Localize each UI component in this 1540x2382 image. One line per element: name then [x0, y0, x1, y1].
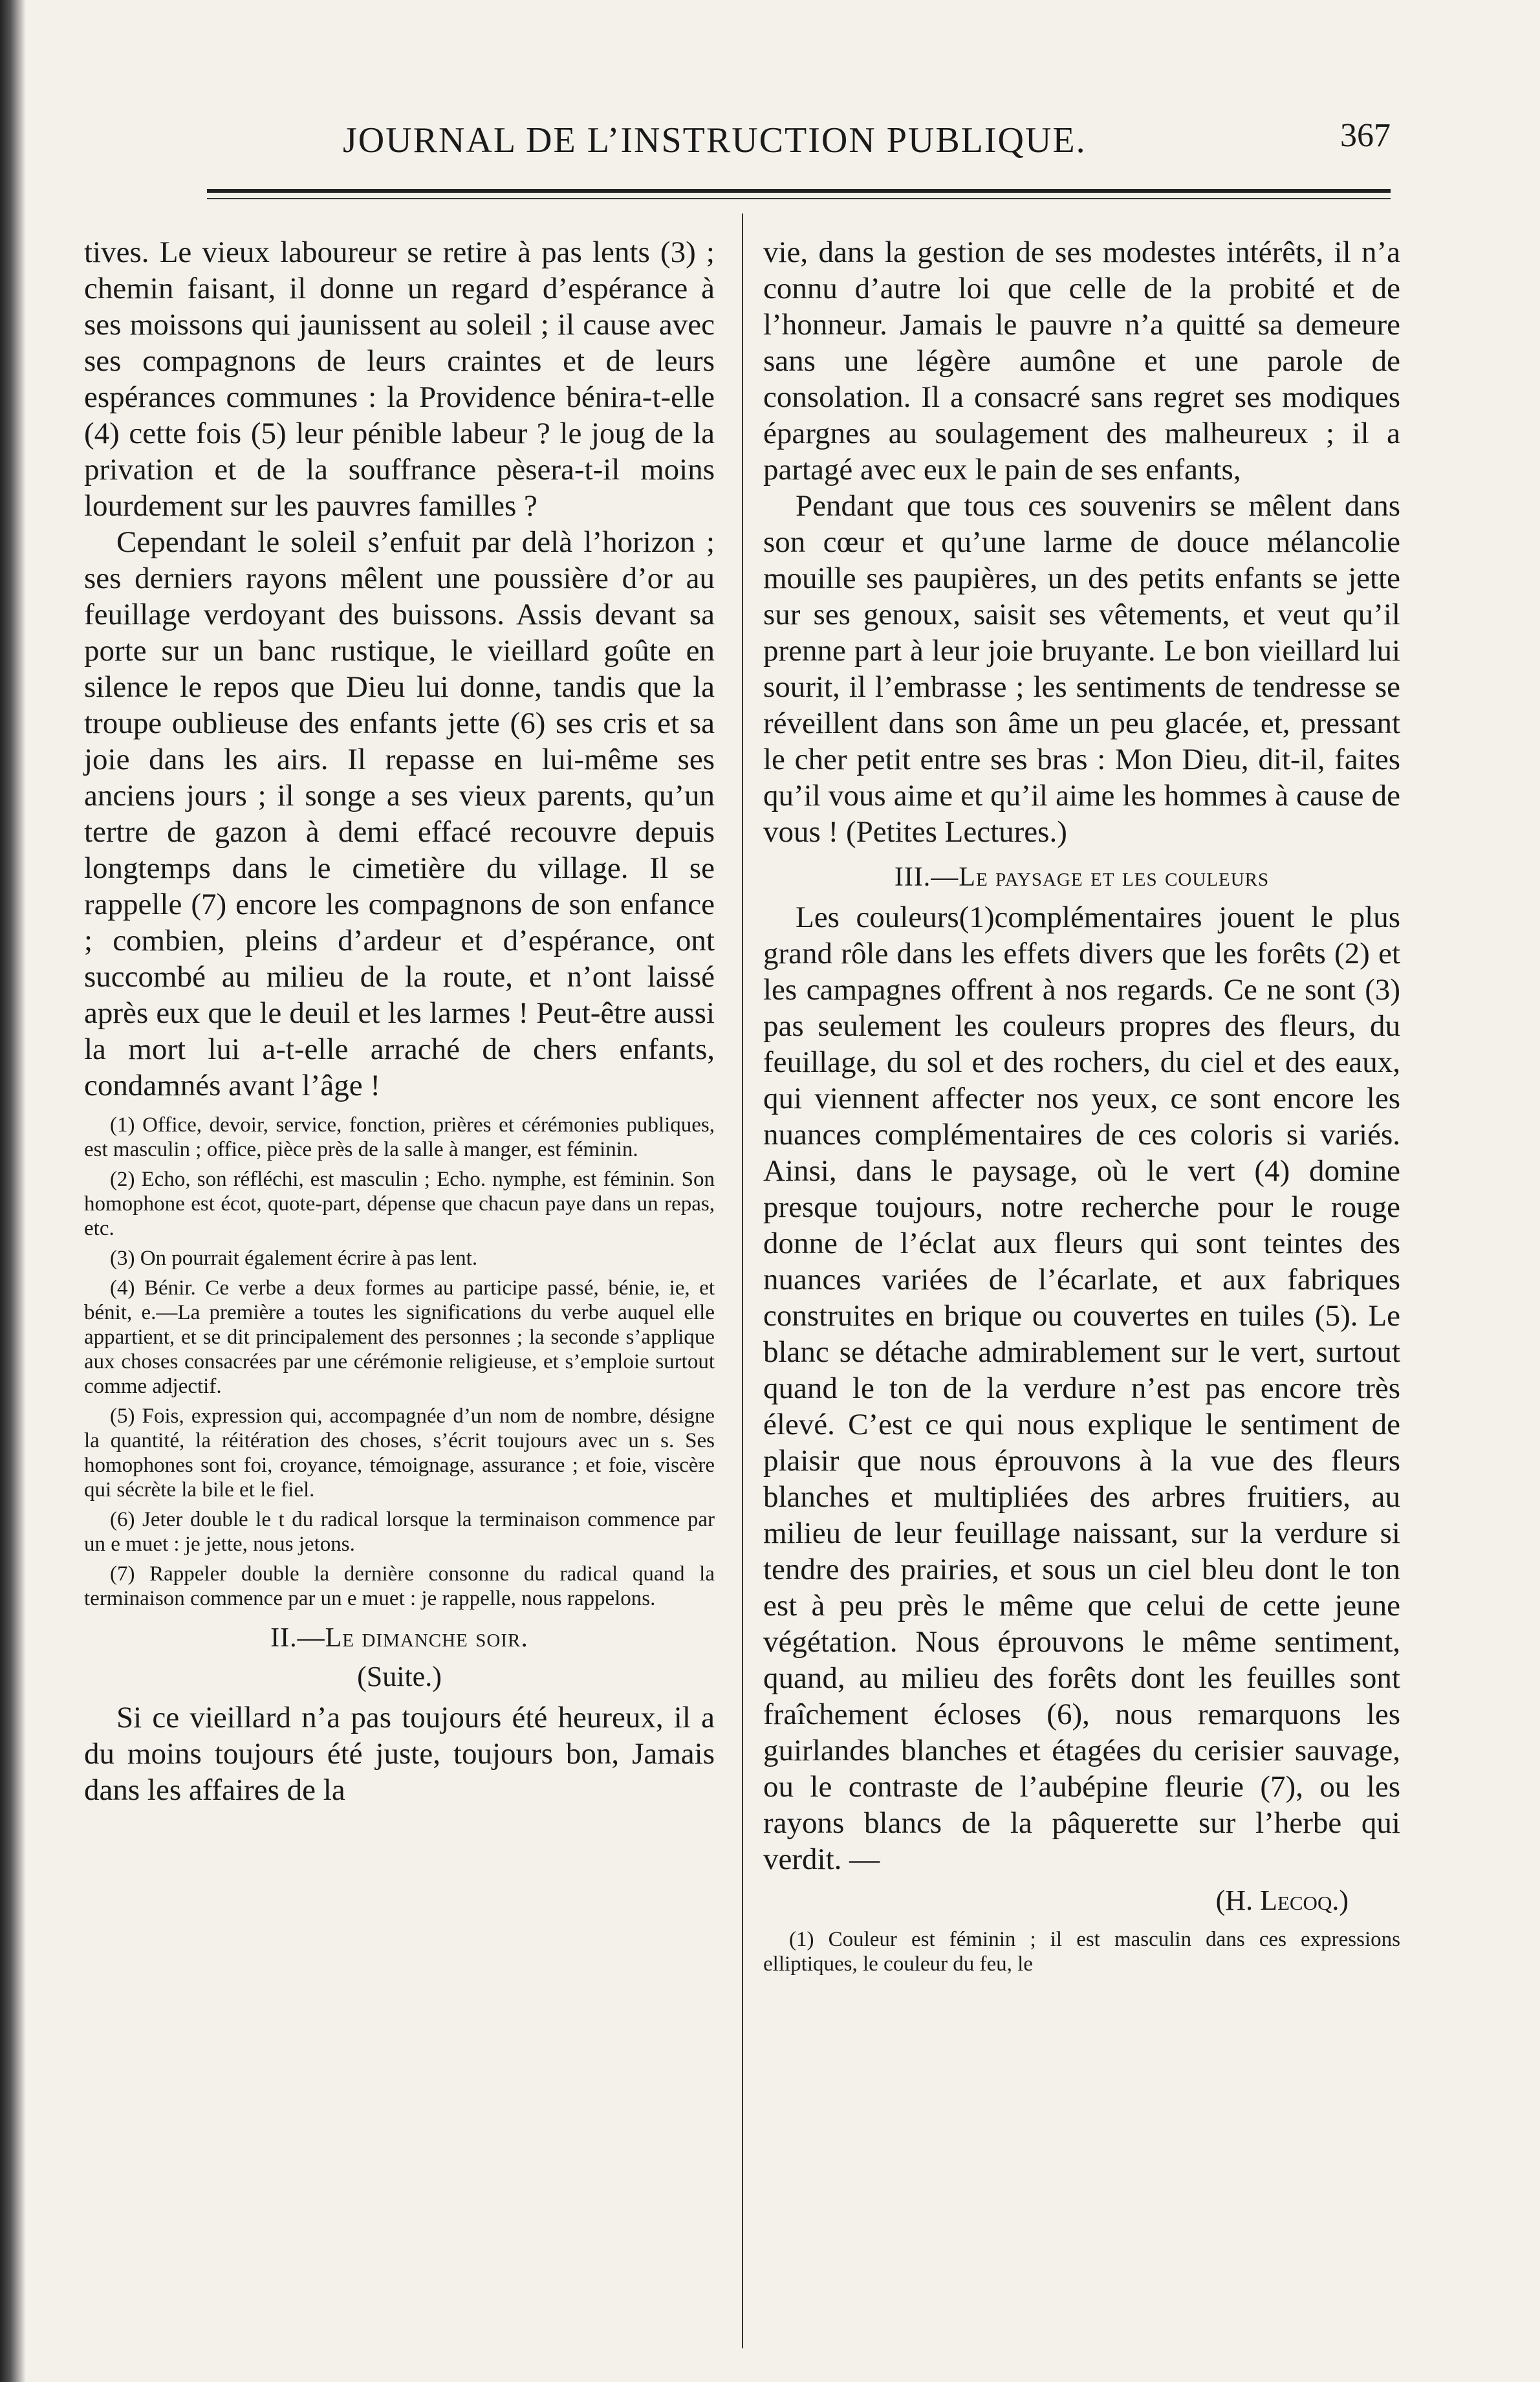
right-footnote-1: (1) Couleur est féminin ; il est masculin dans ces expressions elliptiques, le couleur du feu, le [763, 1928, 1400, 1976]
author-byline: (H. Lecoq.) [1215, 1885, 1349, 1916]
footnote-3: (3) On pourrait également écrire à pas lent. [110, 1247, 478, 1270]
binding-shadow [0, 0, 26, 2382]
footnote-7: (7) Rappeler double la dernière consonne du radical quand la terminaison commence par un e muet : je rappelle, nous rappelons. [84, 1562, 715, 1610]
left-paragraph-1: tives. Le vieux laboureur se retire à pas lents (3) ; chemin faisant, il donne un regard d’espérance à ses moissons qui jaunissent au soleil ; il cause avec ses compagnons de leurs craintes et de leurs espérances communes : la Providence bénira-t-elle (4) cette fois (5) leur pénible labeur ? le joug de la privation et de la souffrance pèsera-t-il moins lourdement sur les pauvres familles ? [84, 235, 715, 523]
page-number: 367 [1340, 117, 1391, 154]
footnote-6: (6) Jeter double le t du radical lorsque la terminaison commence par un e muet : je jette, nous jetons. [84, 1508, 715, 1556]
section-3-title: III.—Le paysage et les couleurs [894, 862, 1270, 892]
left-column [84, 234, 715, 1808]
header-rule-thick [207, 189, 1391, 193]
footnotes [84, 1113, 715, 1611]
left-paragraph-3: Si ce vieillard n’a pas toujours été heureux, il a du moins toujours été juste, toujours bon, Jamais dans les affaires de la [84, 1701, 715, 1807]
running-header [97, 113, 1391, 171]
footnote-5: (5) Fois, expression qui, accompagnée d’un nom de nombre, désigne la quantité, la réitération des choses, s’écrit toujours avec un s. Ses homophones sont foi, croyance, témoignage, assurance ; et foie, viscère qui sécrète la bile et le fiel. [84, 1404, 715, 1502]
journal-title: JOURNAL DE L’INSTRUCTION PUBLIQUE. [343, 120, 1087, 160]
header-rule-thin [207, 198, 1391, 199]
right-column [763, 234, 1400, 1982]
section-2-title: II.—Le dimanche soir. [270, 1623, 528, 1653]
right-paragraph-2: Pendant que tous ces souvenirs se mêlent dans son cœur et qu’une larme de douce mélancolie mouille ses paupières, un des petits enfants se jette sur ses genoux, saisit ses vêtements, et veut qu’il prenne part à leur joie bruyante. Le bon vieillard lui sourit, il l’embrasse ; les sentiments de tendresse se réveillent dans son âme un peu glacée, et, pressant le cher petit entre ses bras : Mon Dieu, dit-il, faites qu’il vous aime et qu’il aime les hommes à cause de vous ! (Petites Lectures.) [763, 489, 1400, 849]
column-divider [742, 213, 743, 2348]
footnote-2: (2) Echo, son réfléchi, est masculin ; Echo. nymphe, est féminin. Son homophone est écot, quote-part, dépense que chacun paye dans un repas, etc. [84, 1168, 715, 1240]
footnote-1: (1) Office, devoir, service, fonction, prières et cérémonies publiques, est masculin ; office, pièce près de la salle à manger, est féminin. [84, 1113, 715, 1161]
left-paragraph-2: Cependant le soleil s’enfuit par delà l’horizon ; ses derniers rayons mêlent une poussière d’or au feuillage verdoyant des buissons. Assis devant sa porte sur un banc rustique, le vieillard goûte en silence le repos que Dieu lui donne, tandis que la troupe oublieuse des enfants jette (6) ses cris et sa joie dans les airs. Il repasse en lui-même ses anciens jours ; il songe a ses vieux parents, qu’un tertre de gazon à demi effacé recouvre depuis longtemps dans le cimetière du village. Il se rappelle (7) encore les compagnons de son enfance ; combien, pleins d’ardeur et d’espérance, ont succombé au milieu de la route, et n’ont laissé après eux que le deuil et les larmes ! Peut-être aussi la mort lui a-t-elle arraché de chers enfants, condamnés avant l’âge ! [84, 525, 715, 1102]
right-paragraph-1: vie, dans la gestion de ses modestes intérêts, il n’a connu d’autre loi que celle de la probité et de l’honneur. Jamais le pauvre n’a quitté sa demeure sans une légère aumône et une parole de consolation. Il a consacré sans regret ses modiques épargnes au soulagement des malheureux ; il a partagé avec eux le pain de ses enfants, [763, 235, 1400, 486]
footnote-4: (4) Bénir. Ce verbe a deux formes au participe passé, bénie, ie, et bénit, e.—La première a toutes les significations du verbe auquel elle appartient, et se dit principalement des personnes ; la seconde s’applique aux choses consacrées par une cérémonie religieuse, et s’emploie surtout comme adjectif. [84, 1276, 715, 1398]
right-paragraph-3: Les couleurs(1)complémentaires jouent le plus grand rôle dans les effets divers que les forêts (2) et les campagnes offrent à nos regards. Ce ne sont (3) pas seulement les couleurs propres des fleurs, du feuillage, du sol et des rochers, du ciel et des eaux, qui viennent affecter nos yeux, ce sont encore les nuances complémentaires de ces coloris si variés. Ainsi, dans le paysage, où le vert (4) domine presque toujours, notre recherche pour le rouge donne de l’éclat aux fleurs qui sont teintes des nuances variées de l’écarlate, et aux fabriques construites en brique ou couvertes en tuiles (5). Le blanc se détache admirablement sur le vert, surtout quand le ton de la verdure n’est pas encore très élevé. C’est ce qui nous explique le sentiment de plaisir que nous éprouvons à la vue des fleurs blanches et multipliées des arbres fruitiers, au milieu de leur feuillage naissant, sur la verdure si tendre des prairies, et sous un ciel bleu dont le ton est à peu près le même que celui de cette jeune végétation. Nous éprouvons le même sentiment, quand, au milieu des forêts dont les feuilles sont fraîchement écloses (6), nous remarquons les guirlandes blanches et étagées du cerisier sauvage, ou le contraste de l’aubépine fleurie (7), ou les rayons blancs de la pâquerette sur l’herbe qui verdit. — [763, 901, 1400, 1876]
section-2-subtitle: (Suite.) [357, 1661, 442, 1692]
